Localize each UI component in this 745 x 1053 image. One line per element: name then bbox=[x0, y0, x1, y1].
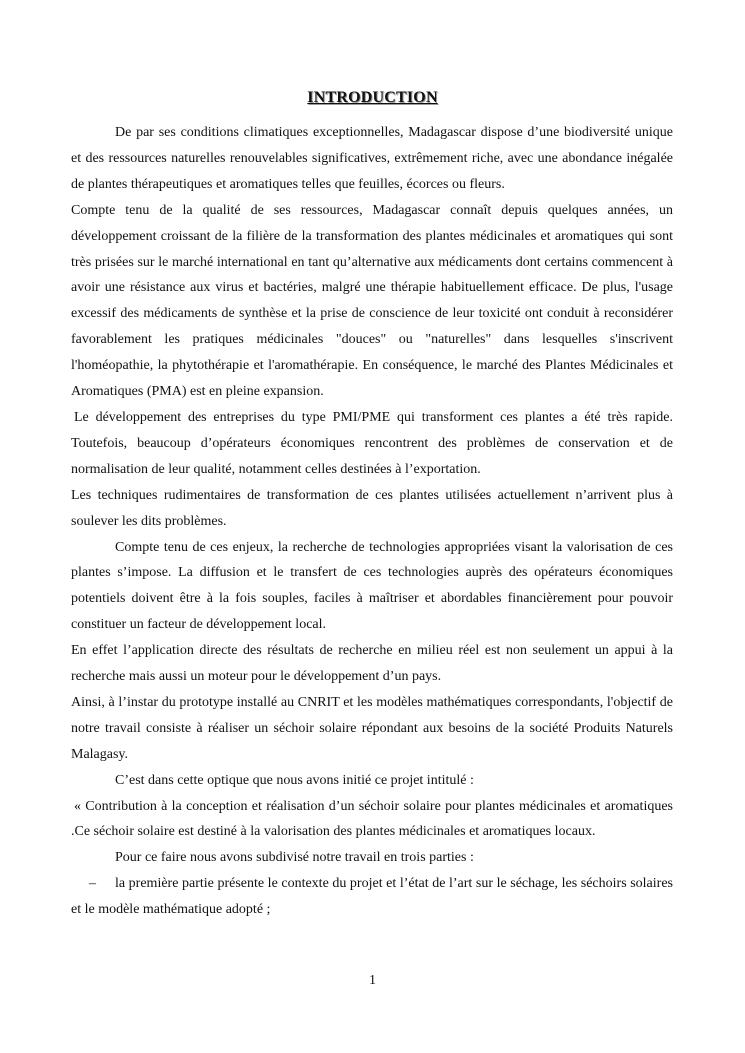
page-title: INTRODUCTION bbox=[307, 89, 438, 106]
paragraph-project-intro: C’est dans cette optique que nous avons initié ce projet intitulé : bbox=[115, 772, 474, 788]
paragraph-plan-intro: Pour ce faire nous avons subdivisé notre travail en trois parties : bbox=[115, 850, 474, 866]
paragraph-resources-development: Compte tenu de la qualité de ses ressources, Madagascar connaît depuis quelques années, un développement croissant de la filière de la transformation des plantes médicinales et aromatiques qui sont très prisées sur le marché international en tant qu’alternative aux médicaments dont certains commencent à avoir une résistance aux virus et bactéries, malgré une thérapie habituellement efficace. De plus, l'usage excessif des médicaments de synthèse et la prise de conscience de leur toxicité ont conduit à reconsidérer favorablement les pratiques médicinales "douces" ou "naturelles" dans lesquelles s'inscrivent l'homéopathie, la phytothérapie et l'aromathérapie. En conséquence, le marché des Plantes Médicinales et Aromatiques (PMA) est en pleine expansion. bbox=[71, 202, 673, 400]
list-item bbox=[71, 871, 673, 923]
paragraph-research-application: En effet l’application directe des résultats de recherche en milieu réel est non seulement un appui à la recherche mais aussi un moteur pour le développement d’un pays. bbox=[71, 643, 673, 685]
paragraph-rudimentary-techniques: Les techniques rudimentaires de transformation de ces plantes utilisées actuellement n’arrivent plus à soulever les dits problèmes. bbox=[71, 487, 673, 529]
paragraph-pmi-pme: Le développement des entreprises du type PMI/PME qui transforment ces plantes a été très rapide. Toutefois, beaucoup d’opérateurs économiques rencontrent des problèmes de conservation et de normalisation de leur qualité, notamment celles destinées à l’exportation. bbox=[71, 409, 673, 477]
dash-bullet: – bbox=[89, 876, 96, 892]
page-number: 1 bbox=[369, 973, 376, 988]
paragraph-project-title: « Contribution à la conception et réalisation d’un séchoir solaire pour plantes médicinales et aromatiques .Ce séchoir solaire est destiné à la valorisation des plantes médicinales et aromatiques locaux. bbox=[71, 798, 673, 840]
paragraph-intro-biodiversity: De par ses conditions climatiques exceptionnelles, Madagascar dispose d’une biodiversité unique et des ressources naturelles renouvelables significatives, extrêmement riche, avec une abondance inégalée de plantes thérapeutiques et aromatiques telles que feuilles, écorces ou fleurs. bbox=[71, 125, 673, 192]
paragraph-technology-stakes: Compte tenu de ces enjeux, la recherche de technologies appropriées visant la valorisation de ces plantes s’impose. La diffusion et le transfert de ces technologies auprès des opérateurs économiques potentiels doivent être à la fois souples, faciles à maîtriser et abordables financièrement pour pouvoir constituer un facteur de développement local. bbox=[71, 539, 673, 633]
list-item-text: la première partie présente le contexte du projet et l’état de l’art sur le séchage, les séchoirs solaires et le modèle mathématique adopté ; bbox=[71, 876, 673, 918]
paragraph-objective: Ainsi, à l’instar du prototype installé au CNRIT et les modèles mathématiques correspondants, l'objectif de notre travail consiste à réaliser un séchoir solaire répondant aux besoins de la société Produits Naturels Malagasy. bbox=[71, 694, 673, 762]
body-text bbox=[71, 120, 673, 923]
